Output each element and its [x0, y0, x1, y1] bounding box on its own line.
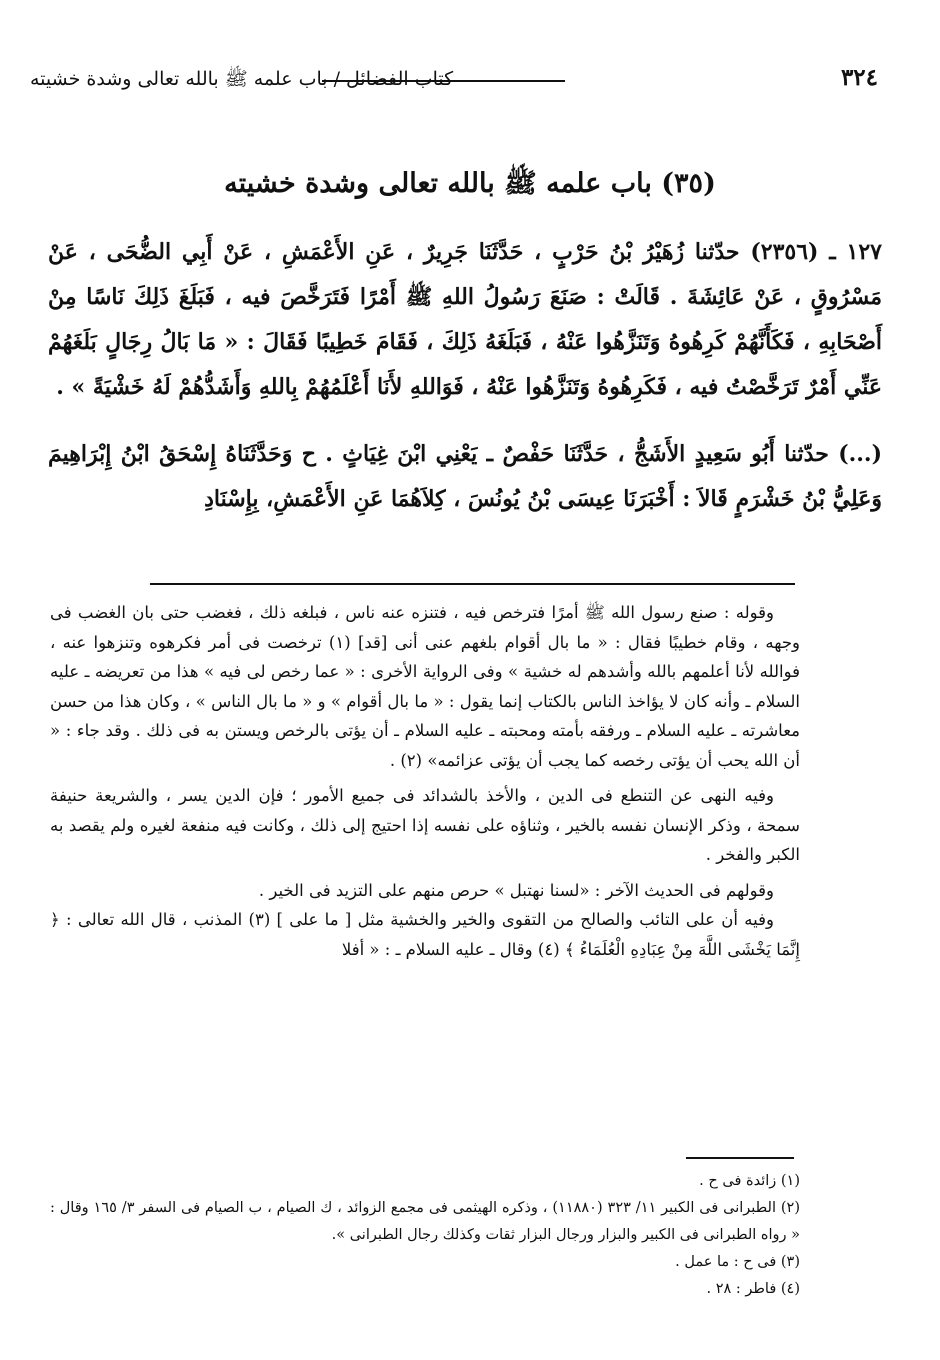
hadith-paragraph: ١٢٧ ـ (٢٣٥٦) حدّثنا زُهَيْرُ بْنُ حَرْبٍ ، حَدَّثَنَا جَرِيرٌ ، عَنِ الأَعْمَشِ ، عَنْ أَبِي الضُّحَى ، عَنْ مَسْرُوقٍ ، عَنْ عَائِشَةَ . قَالَتْ : صَنَعَ رَسُولُ اللهِ ﷺ أَمْرًا فَتَرَخَّصَ فيه ، فَبَلَغَ ذَلِكَ نَاسًا مِنْ أَصْحَابِهِ ، فَكَأَنَّهُمْ كَرِهُوهُ وَتَنَزَّهُوا عَنْهُ ، فَبَلَغَهُ ذَلِكَ ، فَقَامَ خَطِيبًا فَقَالَ : « مَا بَالُ رِجَالٍ بَلَغَهُمْ عَنِّي أَمْرٌ تَرَخَّصْتُ فيه ، فَكَرِهُوهُ وَتَنَزَّهُوا عَنْهُ ، فَوَاللهِ لأَنَا أَعْلَمُهُمْ بِاللهِ وَأَشَدُّهُمْ لَهُ خَشْيَةً » .	[48, 239, 882, 400]
commentary-paragraph: وفيه أن على التائب والصالح من التقوى والخير والخشية مثل [ ما على ] (٣) المذنب ، قال الله تعالى : ﴿ إِنَّمَا يَخْشَى اللَّهَ مِنْ عِبَادِهِ الْعُلَمَاءُ ﴾ (٤) وقال ـ عليه السلام ـ : « أفلا	[50, 910, 800, 959]
footnotes	[50, 1168, 800, 1303]
footnote-divider	[686, 1157, 794, 1159]
page-header	[30, 64, 878, 98]
section-divider	[150, 583, 795, 585]
footnote: (٣) فى ح : ما عمل .	[675, 1254, 800, 1270]
commentary	[50, 598, 800, 964]
footnote: (٤) فاطر : ٢٨ .	[706, 1281, 800, 1297]
footnote: (١) زائدة فى ح .	[699, 1173, 800, 1189]
running-title: كتاب الفضائل / باب علمه ﷺ بالله تعالى وشدة خشيته	[30, 68, 454, 90]
hadith-text	[48, 230, 882, 522]
commentary-paragraph: وقوله : صنع رسول الله ﷺ أمرًا فترخص فيه ، فتنزه عنه ناس ، فبلغه ذلك ، فغضب حتى بان الغضب فى وجهه ، وقام خطيبًا فقال : « ما بال أقوام بلغهم عنى أنى [قد] (١) ترخصت فى أمر فكرهوه وتنزهوا عنه ، فوالله لأنا أعلمهم بالله وأشدهم له خشية » وفى الرواية الأخرى : « عما رخص لى فيه » هذا من تعريضه ـ عليه السلام ـ وأنه كان لا يؤاخذ الناس بالكتاب إنما يقول : « ما بال أقوام » و « ما بال الناس » ، وكان هذا من حسن معاشرته ـ عليه السلام ـ ورفقه بأمته ومحبته ـ عليه السلام ـ أن يؤتى بالرخص ويستن به فى ذلك . وقد جاء : « أن الله يحب أن يؤتى رخصه كما يجب أن يؤتى عزائمه» (٢) .	[50, 603, 800, 770]
chapter-title: (٣٥) باب علمه ﷺ بالله تعالى وشدة خشيته	[224, 168, 716, 199]
commentary-paragraph: وقولهم فى الحديث الآخر : «لسنا نهتبل » حرص منهم على التزيد فى الخير .	[258, 880, 774, 900]
page-number: ٣٢٤	[840, 64, 878, 91]
footnote: (٢) الطبرانى فى الكبير ١١/ ٣٢٣ (١١٨٨٠) ، وذكره الهيثمى فى مجمع الزوائد ، ك الصيام ، ب الصيام فى السفر ٣/ ١٦٥ وقال : « رواه الطبرانى فى الكبير والبزار ورجال البزار ثقات وكذلك رجال الطبرانى ».	[50, 1200, 801, 1243]
commentary-paragraph: وفيه النهى عن التنطع فى الدين ، والأخذ بالشدائد فى جميع الأمور ؛ فإن الدين يسر ، والشريعة حنيفة سمحة ، وذكر الإنسان نفسه بالخير ، وثناؤه على نفسه إذا احتيج إلى ذلك ، وكانت فيه منفعة لغيره ولم يقصد به الكبر والفخر .	[50, 786, 800, 864]
hadith-paragraph: (...) حدّثنا أَبُو سَعِيدٍ الأَشَجُّ ، حَدَّثَنَا حَفْصٌ ـ يَعْنِي ابْنَ غِيَاثٍ . ح وَحَدَّثَنَاهُ إِسْحَقُ ابْنُ إِبْرَاهِيمَ وَعَلِيُّ بْنُ خَشْرَمٍ قَالاَ : أَخْبَرَنَا عِيسَى بْنُ يُونُسَ ، كِلاَهُمَا عَنِ الأَعْمَشِ، بِإِسْنَادِ	[48, 441, 882, 512]
